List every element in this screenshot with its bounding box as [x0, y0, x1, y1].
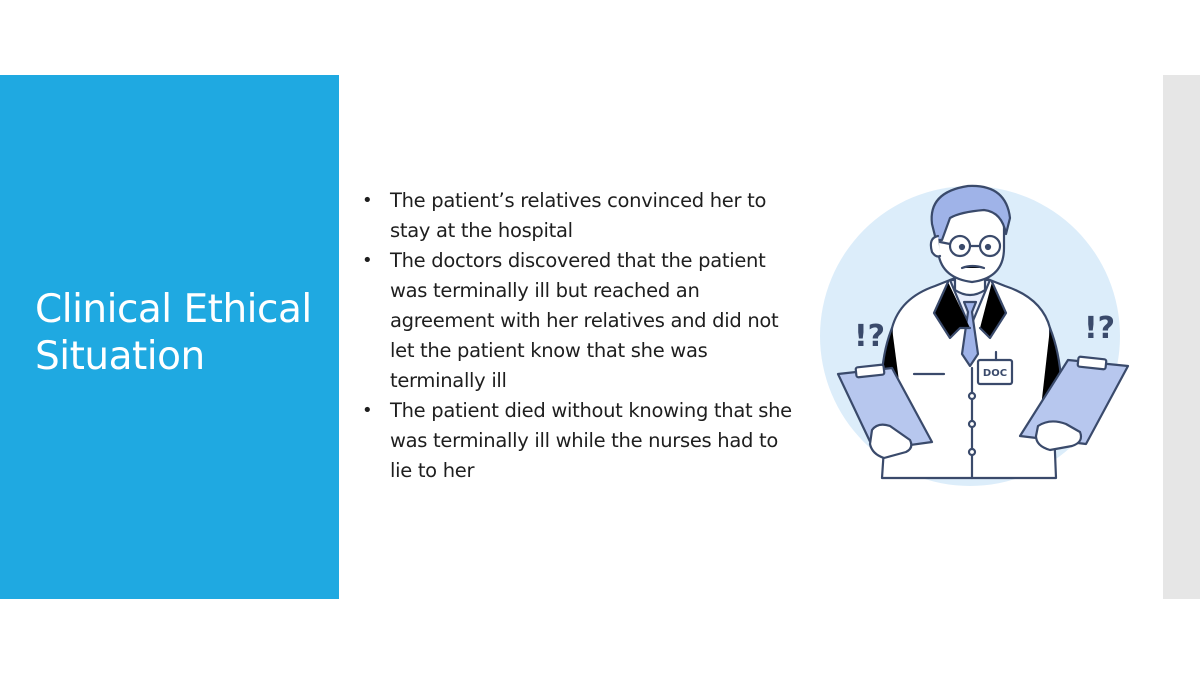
- bullet-item: [362, 246, 802, 396]
- right-decor-strip: [1163, 75, 1200, 599]
- left-exclamation-question-mark: !?: [854, 319, 886, 354]
- bullet-text: The doctors discovered that the patient was terminally ill but reached an agreement with her relatives and did not let the patient know that she was terminally ill: [390, 249, 779, 392]
- bullet-dot: •: [362, 250, 373, 271]
- bullet-item: [362, 186, 802, 246]
- bullet-list: [362, 186, 802, 486]
- bullet-text: The patient’s relatives convinced her to stay at the hospital: [390, 189, 767, 242]
- bullet-text: The patient died without knowing that she was terminally ill while the nurses had to lie to her: [390, 399, 792, 482]
- bullet-dot: •: [362, 400, 373, 421]
- bullet-dot: •: [362, 190, 373, 211]
- slide-title: Clinical Ethical Situation: [35, 287, 312, 379]
- doc-badge-label: DOC: [982, 368, 1008, 379]
- right-exclamation-question-mark: !?: [1084, 311, 1116, 346]
- bullet-item: [362, 396, 802, 486]
- confused-doctor-illustration: [810, 178, 1140, 488]
